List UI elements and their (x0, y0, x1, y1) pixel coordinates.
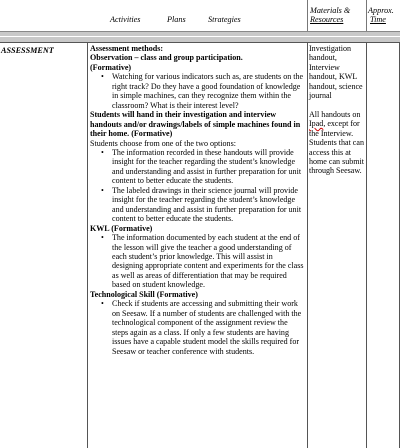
methods-heading: Assessment methods: (90, 44, 164, 53)
ipad-word: Ipad (309, 119, 324, 129)
resources-list: Investigation handout, Interview handout, KWL handout, science journal (309, 44, 363, 101)
header-strategies: Strategies (208, 15, 241, 24)
column-divider (87, 42, 88, 448)
list-item: • The labeled drawings in their science journal will provide insight for the teacher regarding the student’s knowledge and understanding and assist in further preparation for unit content to better educate the students. (90, 186, 305, 224)
list-item: • Watching for various indicators such as, are students on the right track? Do they have a good foundation of knowledge in simple machines, can they recognize them within the classroom? What is their interest level? (90, 72, 305, 110)
list-item: • The information documented by each student at the end of the lesson will give the teacher a good understanding of each student’s prior knowledge. This will assist in designing appropriate content and experiments for the class as well as areas of differentiation that may be required based on student knowledge. (90, 233, 305, 290)
observation-heading: Observation – class and group participation. (90, 53, 243, 63)
tech-heading: Technological Skill (Formative) (90, 289, 198, 299)
tech-list (90, 299, 305, 356)
assessment-content (90, 44, 305, 356)
list-item: • Check if students are accessing and submitting their work on Seesaw. If a number of students are challenged with the technological component of the assignment review the steps again as a class. If only a few students are having issues have a capable student model the skills required for Seesaw or teacher conference with students. (90, 299, 305, 356)
row-border (0, 42, 400, 43)
header-divider (366, 0, 367, 31)
shaded-separator (0, 31, 400, 36)
resources-content (309, 44, 367, 176)
resources-note (309, 110, 367, 176)
header-resources: Resources (310, 15, 344, 24)
column-divider (307, 42, 308, 448)
resources-note-pre: All handouts on (309, 109, 361, 119)
header-approx: Approx. (368, 6, 394, 15)
table-header (0, 0, 400, 30)
handouts-heading: Students will hand in their investigation and interview handouts and/or drawings/labels of simple machines found in their home. (Formative) (90, 110, 301, 139)
header-divider (307, 0, 308, 31)
kwl-heading: KWL (Formative) (90, 223, 153, 233)
handouts-list (90, 148, 305, 224)
list-item: • The information recorded in these handouts will provide insight for the teacher regarding the student’s knowledge and understanding and assist in further preparation for unit content to better educate the students. (90, 148, 305, 186)
kwl-list (90, 233, 305, 290)
header-time: Time (370, 15, 386, 24)
row-label: ASSESSMENT (1, 46, 54, 55)
observation-list (90, 72, 305, 110)
header-activities: Activities (110, 15, 141, 24)
handouts-intro: Students choose from one of the two options: (90, 138, 236, 148)
observation-type: (Formative) (90, 62, 132, 72)
resources-note-post: , except for the Interview. Students that can access this at home can submit through Seesaw. (309, 119, 364, 176)
header-materials: Materials & (310, 6, 351, 15)
header-plans: Plans (167, 15, 186, 24)
